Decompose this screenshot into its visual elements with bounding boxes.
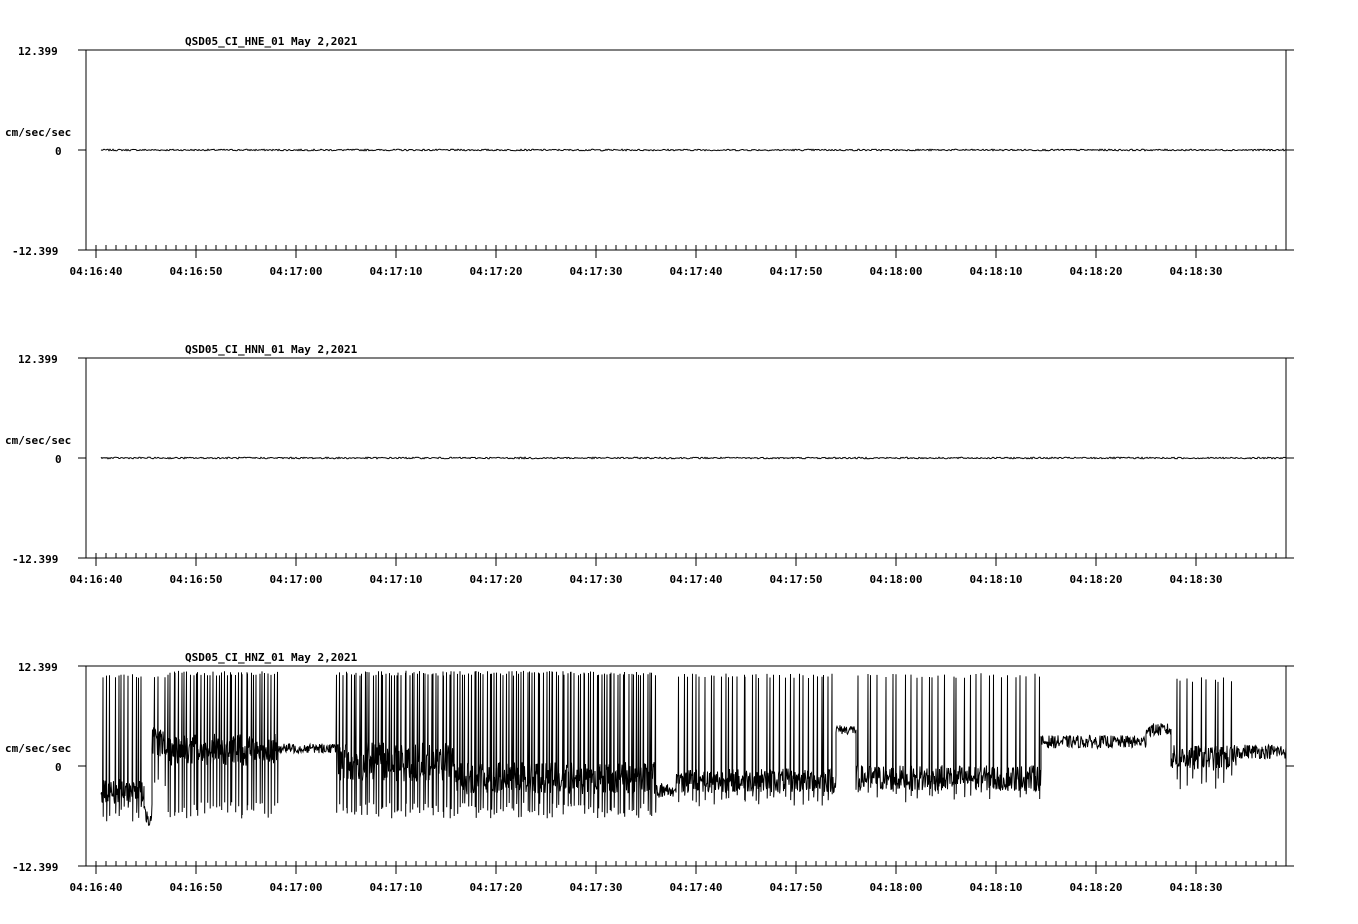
hnn-x-tick-label: 04:17:40 <box>669 573 723 586</box>
hne-y-max-label: 12.399 <box>18 45 58 58</box>
hne-title: QSD05_CI_HNE_01 May 2,2021 <box>185 35 358 48</box>
hnz-x-tick-label: 04:16:40 <box>69 881 123 894</box>
hnz-ylabel: cm/sec/sec <box>5 742 72 755</box>
hnn-x-tick-label: 04:17:10 <box>369 573 423 586</box>
hnz-x-tick-label: 04:16:50 <box>169 881 223 894</box>
hne-x-tick-label: 04:18:30 <box>1169 265 1223 278</box>
hne-y-min-label: -12.399 <box>12 245 59 258</box>
hnn-y-min-label: -12.399 <box>12 553 59 566</box>
hnz-plot-frame <box>86 666 1286 866</box>
hnn-x-tick-label: 04:17:30 <box>569 573 623 586</box>
hnz-title: QSD05_CI_HNZ_01 May 2,2021 <box>185 651 358 664</box>
hne-x-tick-label: 04:17:00 <box>269 265 323 278</box>
hne-x-tick-label: 04:17:50 <box>769 265 823 278</box>
hnn-x-tick-label: 04:17:00 <box>269 573 323 586</box>
hne-x-tick-label: 04:17:40 <box>669 265 723 278</box>
hne-x-tick-label: 04:17:10 <box>369 265 423 278</box>
hne-ylabel: cm/sec/sec <box>5 126 72 139</box>
hnn-y-zero-label: 0 <box>55 453 62 466</box>
hne-x-tick-label: 04:17:30 <box>569 265 623 278</box>
hnn-ylabel: cm/sec/sec <box>5 434 72 447</box>
hne-panel <box>5 35 1294 278</box>
hnz-x-tick-label: 04:18:00 <box>869 881 923 894</box>
hnn-y-max-label: 12.399 <box>18 353 58 366</box>
hne-x-tick-label: 04:18:20 <box>1069 265 1123 278</box>
hnz-x-tick-label: 04:17:50 <box>769 881 823 894</box>
hnn-x-tick-label: 04:17:20 <box>469 573 523 586</box>
hne-x-tick-label: 04:18:00 <box>869 265 923 278</box>
hne-x-tick-label: 04:16:50 <box>169 265 223 278</box>
hnz-x-tick-label: 04:17:40 <box>669 881 723 894</box>
hnn-x-tick-label: 04:16:50 <box>169 573 223 586</box>
hnz-x-tick-label: 04:18:20 <box>1069 881 1123 894</box>
hnz-y-max-label: 12.399 <box>18 661 58 674</box>
hnz-x-tick-label: 04:17:10 <box>369 881 423 894</box>
hnz-x-tick-label: 04:17:20 <box>469 881 523 894</box>
hnn-x-tick-label: 04:18:10 <box>969 573 1023 586</box>
hnz-x-tick-label: 04:17:30 <box>569 881 623 894</box>
hne-y-zero-label: 0 <box>55 145 62 158</box>
hnn-x-tick-label: 04:16:40 <box>69 573 123 586</box>
hnn-x-tick-label: 04:18:00 <box>869 573 923 586</box>
hnz-y-min-label: -12.399 <box>12 861 59 874</box>
hnz-x-tick-label: 04:17:00 <box>269 881 323 894</box>
hnn-x-tick-label: 04:18:30 <box>1169 573 1223 586</box>
hnz-waveform-line <box>101 671 1286 825</box>
hnz-y-zero-label: 0 <box>55 761 62 774</box>
hnn-waveform-line <box>101 457 1286 459</box>
hnn-x-tick-label: 04:18:20 <box>1069 573 1123 586</box>
hnn-panel <box>5 343 1294 586</box>
hnn-x-tick-label: 04:17:50 <box>769 573 823 586</box>
hne-waveform-line <box>101 149 1286 151</box>
hnn-title: QSD05_CI_HNN_01 May 2,2021 <box>185 343 358 356</box>
hne-x-tick-label: 04:17:20 <box>469 265 523 278</box>
hne-x-tick-label: 04:16:40 <box>69 265 123 278</box>
hnz-x-tick-label: 04:18:10 <box>969 881 1023 894</box>
hne-x-tick-label: 04:18:10 <box>969 265 1023 278</box>
hnz-x-tick-label: 04:18:30 <box>1169 881 1223 894</box>
hnz-panel <box>5 651 1294 894</box>
